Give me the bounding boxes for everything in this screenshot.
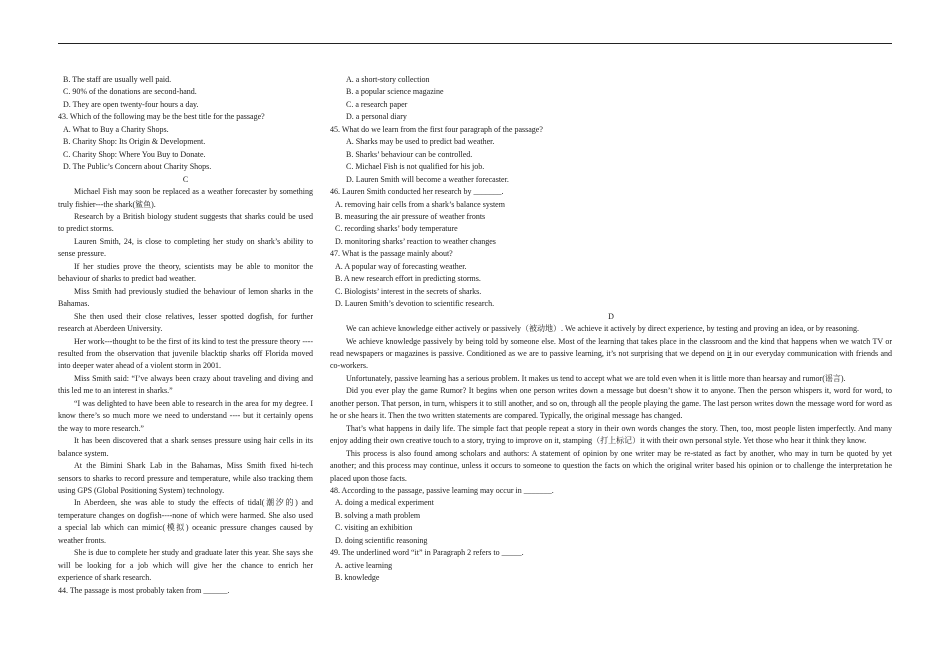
passage-d-paragraph-2 [330, 336, 892, 373]
q45-stem: 45. What do we learn from the first four paragraph of the passage? [330, 124, 543, 134]
q49-option-b: B. knowledge [335, 573, 380, 583]
passage-c-paragraph: Her work---thought to be the first of its kind to test the pressure theory ---- resulted from the observation that juvenile blacktip sharks off Florida moved into deeper water ahead of a violent storm in 2001. [58, 336, 313, 371]
q43-option-a: A. What to Buy a Charity Shops. [63, 124, 169, 134]
q44-option-b: B. a popular science magazine [346, 87, 444, 97]
passage-d-paragraph: We can achieve knowledge either actively or passively（被动地）. We achieve it actively by direct experience, by testing and proving an idea, or by reasoning. [346, 324, 859, 334]
q48-stem: 48. According to the passage, passive learning may occur in _______. [330, 485, 554, 495]
q45-option-a: A. Sharks may be used to predict bad weather. [346, 137, 495, 147]
passage-d-paragraph: This process is also found among scholars and authors: A statement of opinion by one writer may be re-stated as fact by another, who may in turn be quoted by yet another; and this process may continue, unless it occurs to someone to question the facts on which the original writer based his opinion or to challenge the interpretation he placed upon those facts. [330, 448, 892, 483]
q45-option-b: B. Sharks’ behaviour can be controlled. [346, 149, 473, 159]
q47-option-c: C. Biologists’ interest in the secrets of sharks. [335, 286, 482, 296]
q42-option-d: D. They are open twenty-four hours a day. [63, 99, 199, 109]
passage-d-p2-after: in our everyday communication with friends and co-workers. [330, 348, 893, 371]
q43-option-b: B. Charity Shop: Its Origin & Development. [63, 137, 206, 147]
q44-option-d: D. a personal diary [346, 112, 407, 122]
q46-option-c: C. recording sharks’ body temperature [335, 224, 458, 234]
q44-stem: 44. The passage is most probably taken from ______. [58, 585, 230, 595]
q47-option-a: A. A popular way of forecasting weather. [335, 261, 467, 271]
q42-option-c: C. 90% of the donations are second-hand. [63, 87, 197, 97]
q47-option-b: B. A new research effort in predicting storms. [335, 274, 481, 284]
q49-stem: 49. The underlined word “it” in Paragraph 2 refers to _____. [330, 548, 524, 558]
passage-d-paragraph: Did you ever play the game Rumor? It begins when one person writes down a message but doesn’t show it to anyone. Then the person whispers it, word for word, to another person. That person, in turn, whispers it to still another, and so on, through all the people playing the game. The last person writes down the message word for word as he or she hears it. Then the two written statements are compared. Typically, the original message has changed. [330, 386, 892, 421]
passage-c-paragraph: Michael Fish may soon be replaced as a weather forecaster by something truly fishier---the shark(鲨鱼). [58, 187, 313, 209]
q42-option-b: B. The staff are usually well paid. [63, 75, 172, 84]
q45-option-d: D. Lauren Smith will become a weather forecaster. [346, 174, 509, 184]
q46-option-d: D. monitoring sharks’ reaction to weather changes [335, 236, 496, 246]
q43-option-d: D. The Public’s Concern about Charity Shops. [63, 162, 212, 172]
q47-stem: 47. What is the passage mainly about? [330, 249, 453, 259]
passage-c-label: C [182, 174, 189, 184]
q46-option-b: B. measuring the air pressure of weather fronts [335, 211, 486, 221]
q48-option-b: B. solving a math problem [335, 510, 421, 520]
left-column [58, 74, 313, 597]
q49-option-a: A. active learning [335, 560, 393, 570]
passage-c-paragraph: If her studies prove the theory, scientists may be able to monitor the behaviour of sharks to predict bad weather. [58, 261, 313, 284]
q44-option-c: C. a research paper [346, 99, 408, 109]
q48-option-d: D. doing scientific reasoning [335, 535, 428, 545]
passage-c-paragraph: It has been discovered that a shark senses pressure using hair cells in its balance system. [58, 436, 313, 458]
passage-c-paragraph: Miss Smith had previously studied the behaviour of lemon sharks in the Bahamas. [58, 286, 313, 309]
passage-d-paragraph: Unfortunately, passive learning has a serious problem. It makes us tend to accept what we are told even when it is little more than hearsay and rumor(谣言). [346, 373, 846, 383]
passage-d-p2-before: We achieve knowledge passively by being told by someone else. Most of the learning that takes place in the classroom and the kind that happens when we watch TV or read newspapers or magazines is passive. Conditioned as we are to passive learning, it’s not surprising that we depend on [330, 336, 892, 358]
q47-option-d: D. Lauren Smith’s devotion to scientific research. [335, 299, 495, 309]
q44-option-a: A. a short-story collection [346, 75, 430, 84]
passage-c-paragraph: At the Bimini Shark Lab in the Bahamas, Miss Smith fixed hi-tech sensors to sharks to record pressure and temperature, while also tracking them using GPS (Global Positioning System) technology. [58, 461, 313, 495]
q48-option-c: C. visiting an exhibition [335, 523, 413, 533]
header-rule [58, 43, 892, 44]
passage-c-paragraph: She is due to complete her study and graduate later this year. She says she will be looking for a job which will give her the chance to enrich her experience of shark research. [58, 548, 313, 583]
passage-c-paragraph: Miss Smith said: “I’ve always been crazy about traveling and diving and this led me to an interest in sharks.” [58, 373, 313, 396]
passage-c-paragraph: In Aberdeen, she was able to study the effects of tidal(潮汐的) and temperature changes on dogfish----none of which were harmed. She also used a special lab which can mimic(模拟) oceanic pressure changes caused by weather fronts. [58, 498, 313, 545]
passage-d-paragraph: That’s what happens in daily life. The simple fact that people repeat a story in their own words changes the story. Then, too, most people listen imperfectly. And many enjoy adding their own creative touch to a story, trying to improve on it, stamping（打上标记）it with their own personal style. Yet those who hear it think they know. [330, 423, 892, 446]
q46-option-a: A. removing hair cells from a shark’s balance system [335, 199, 505, 209]
passage-c-paragraph: Research by a British biology student suggests that sharks could be used to predict storms. [58, 211, 313, 234]
right-column [330, 74, 892, 585]
q45-option-c: C. Michael Fish is not qualified for his job. [346, 162, 485, 172]
passage-c-paragraph: “I was delighted to have been able to research in the area for my degree. I know there’s so much more we need to understand ---- but it certainly opens the way to more research.” [58, 398, 313, 433]
q43-option-c: C. Charity Shop: Where You Buy to Donate. [63, 149, 206, 159]
passage-c-paragraph: She then used their close relatives, lesser spotted dogfish, for further research at Aberdeen University. [58, 311, 313, 334]
q46-stem: 46. Lauren Smith conducted her research by _______. [330, 187, 504, 197]
q48-option-a: A. doing a medical experiment [335, 498, 434, 508]
underlined-word-it: it [727, 348, 732, 358]
passage-c-paragraph: Lauren Smith, 24, is close to completing her study on shark’s ability to sense pressure. [58, 236, 313, 259]
q43-stem: 43. Which of the following may be the best title for the passage? [58, 112, 265, 122]
passage-d-label: D [608, 311, 614, 321]
